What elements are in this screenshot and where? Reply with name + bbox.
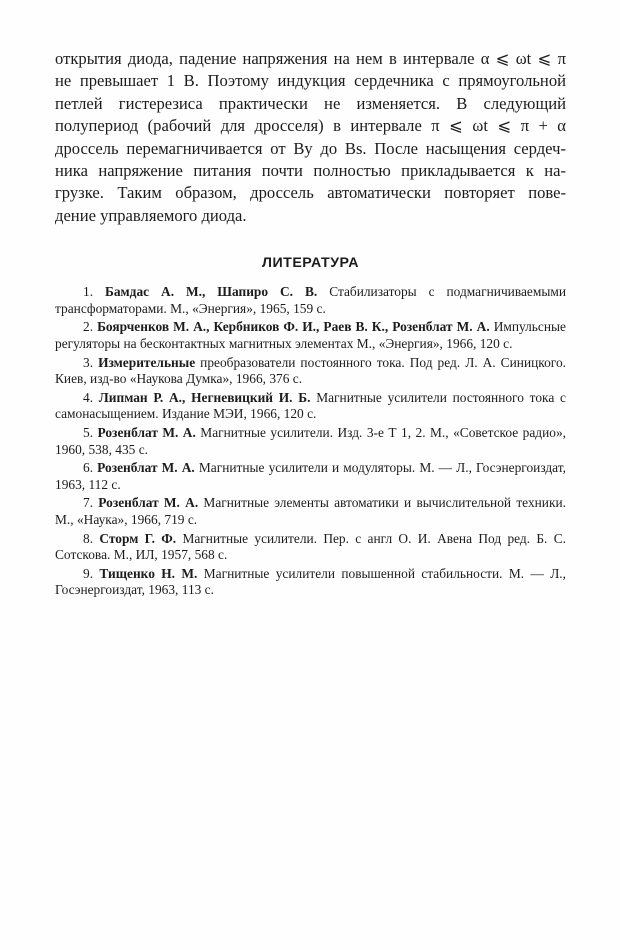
book-page <box>55 48 566 601</box>
reference-authors: Розенблат М. А. <box>98 495 199 511</box>
reference-item <box>55 425 566 458</box>
references-heading: ЛИТЕРАТУРА <box>262 255 359 272</box>
text-line: не превышает 1 В. Поэтому индукция сердечника с прямоугольной <box>55 71 566 91</box>
reference-number: 9. <box>83 565 94 581</box>
text-line: грузке. Таким образом, дроссель автоматически повторяет пове- <box>55 183 566 203</box>
reference-authors: Боярченков М. А., Кербников Ф. И., Раев В. К., Розенблат М. А. <box>97 319 490 335</box>
reference-number: 2. <box>83 319 94 335</box>
reference-authors: Измерительные <box>98 354 196 370</box>
references-list <box>55 284 566 599</box>
reference-number: 4. <box>83 389 94 405</box>
reference-number: 7. <box>83 495 94 511</box>
reference-number: 3. <box>83 354 94 370</box>
text-line: петлей гистерезиса практически не изменяется. В следующий <box>55 93 566 113</box>
reference-text: Магнитные усилители. Изд. 3-е Т 1, 2. М., «Советское радио», 1960, 538, 435 с. <box>55 425 566 457</box>
reference-number: 6. <box>83 460 94 476</box>
reference-number: 5. <box>83 425 94 440</box>
reference-authors: Розенблат М. А. <box>97 460 195 476</box>
reference-item <box>55 460 566 493</box>
reference-text: Стабилизаторы с подмагничиваемыми трансформаторами. М., «Энергия», 1965, 159 с. <box>55 284 566 316</box>
reference-text: Импульсные регуляторы на бесконтактных магнитных элементах М., «Энергия», 1966, 120 с. <box>55 319 566 352</box>
reference-item <box>55 531 566 564</box>
text-line: полупериод (рабочий для дросселя) в интервале π ⩽ ωt ⩽ π + α <box>55 116 566 136</box>
reference-item <box>55 319 566 352</box>
reference-authors: Бамдас А. М., Шапиро С. В. <box>105 284 318 300</box>
reference-text: преобразователи постоянного тока. Под ред. Л. А. Синицкого. Киев, изд-во «Наукова Думка», 1966, 376 с. <box>55 354 566 387</box>
reference-item <box>55 355 566 388</box>
text-line: дроссель перемагничивается от By до Bs. После насыщения сердеч- <box>55 138 566 158</box>
reference-text: Магнитные усилители. Пер. с англ О. И. Авена Под ред. Б. С. Сотскова. М., ИЛ, 1957, 568 с. <box>55 530 566 563</box>
body-paragraph <box>55 48 566 227</box>
reference-item <box>55 390 566 423</box>
reference-authors: Липман Р. А., Негневицкий И. Б. <box>98 389 311 405</box>
reference-item <box>55 284 566 317</box>
reference-text: Магнитные элементы автоматики и вычислительной техники. М., «Наука», 1966, 719 с. <box>55 495 566 527</box>
reference-text: Магнитные усилители и модуляторы. М. — Л., Госэнергоиздат, 1963, 112 с. <box>55 460 566 492</box>
reference-item <box>55 495 566 528</box>
reference-number: 1. <box>83 284 94 300</box>
reference-authors: Розенблат М. А. <box>97 425 196 440</box>
text-line: дение управляемого диода. <box>55 205 247 225</box>
reference-authors: Сторм Г. Ф. <box>99 530 177 546</box>
reference-number: 8. <box>83 530 94 546</box>
reference-text: Магнитные усилители повышенной стабильности. М. — Л., Госэнергоиздат, 1963, 113 с. <box>55 565 566 598</box>
text-line: открытия диода, падение напряжения на нем в интервале α ⩽ ωt ⩽ π <box>55 49 566 68</box>
reference-text: Магнитные усилители постоянного тока с самонасыщением. Издание МЭИ, 1966, 120 с. <box>55 389 566 422</box>
reference-authors: Тищенко Н. М. <box>99 565 198 581</box>
reference-item <box>55 566 566 599</box>
text-line: ника напряжение питания почти полностью прикладывается к на- <box>55 161 566 181</box>
